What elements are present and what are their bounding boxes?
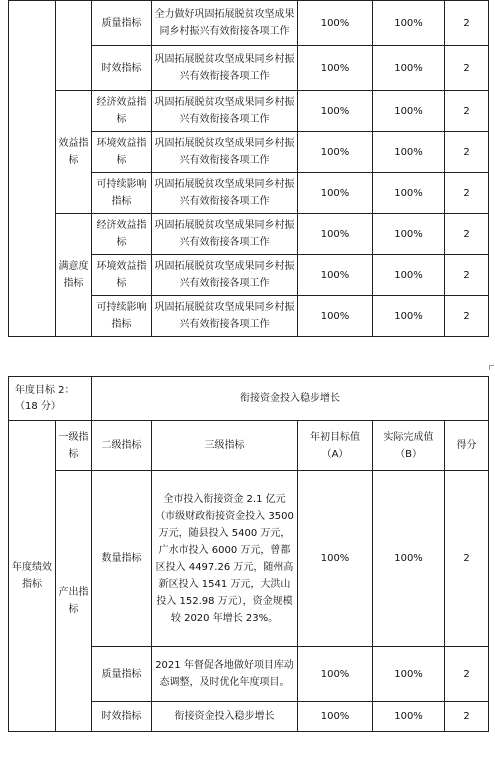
target-cell: 100% — [298, 647, 373, 702]
l3-cell: 巩固拓展脱贫攻坚成果同乡村振兴有效衔接各项工作 — [152, 91, 298, 132]
l3-cell: 衔接资金投入稳步增长 — [152, 702, 298, 732]
target-cell: 100% — [298, 214, 373, 255]
target-cell: 100% — [298, 255, 373, 296]
goal2-label: 年度目标 2：（18 分） — [9, 377, 92, 421]
performance-table — [8, 0, 489, 337]
l3-cell: 巩固拓展脱贫攻坚成果同乡村振兴有效衔接各项工作 — [152, 46, 298, 91]
side-blank-cell — [9, 1, 56, 337]
table-row — [9, 471, 489, 647]
l2-cell: 可持续影响指标 — [92, 173, 152, 214]
header-row — [9, 421, 489, 471]
l3-cell: 2021 年督促各地做好项目库动态调整，及时优化年度项目。 — [152, 647, 298, 702]
actual-cell: 100% — [373, 1, 445, 46]
score-cell: 2 — [445, 647, 489, 702]
page-corner-mark — [489, 365, 494, 370]
output-label-cell: 产出指标 — [56, 471, 92, 732]
satisfaction-label-cell: 满意度指标 — [56, 214, 92, 337]
actual-cell: 100% — [373, 647, 445, 702]
header-l3: 三级指标 — [152, 421, 298, 471]
l2-cell: 时效指标 — [92, 702, 152, 732]
target-cell: 100% — [298, 296, 373, 337]
table-row — [9, 91, 489, 132]
actual-cell: 100% — [373, 173, 445, 214]
score-cell: 2 — [445, 132, 489, 173]
l3-cell: 巩固拓展脱贫攻坚成果同乡村振兴有效衔接各项工作 — [152, 255, 298, 296]
l2-cell: 经济效益指标 — [92, 91, 152, 132]
actual-cell: 100% — [373, 132, 445, 173]
l3-cell: 巩固拓展脱贫攻坚成果同乡村振兴有效衔接各项工作 — [152, 132, 298, 173]
header-l1: 一级指标 — [56, 421, 92, 471]
score-cell: 2 — [445, 91, 489, 132]
l3-cell: 全市投入衔接资金 2.1 亿元（市级财政衔接资金投入 3500 万元，随县投入 5400 万元，广水市投入 6000 万元，曾都区投入 4497.26 万元，随州高新区投入 1541 万元，大洪山投入 152.98 万元），资金规模较 2020 年增长 23%。 — [152, 471, 298, 647]
actual-cell: 100% — [373, 296, 445, 337]
target-cell: 100% — [298, 702, 373, 732]
l1-blank-cell — [56, 1, 92, 91]
actual-cell: 100% — [373, 46, 445, 91]
l3-cell: 全力做好巩固拓展脱贫攻坚成果同乡村振兴有效衔接各项工作 — [152, 1, 298, 46]
score-cell: 2 — [445, 702, 489, 732]
score-cell: 2 — [445, 1, 489, 46]
target-cell: 100% — [298, 46, 373, 91]
header-score: 得分 — [445, 421, 489, 471]
l2-cell: 环境效益指标 — [92, 132, 152, 173]
l2-cell: 时效指标 — [92, 46, 152, 91]
benefit-label-cell: 效益指标 — [56, 91, 92, 214]
actual-cell: 100% — [373, 471, 445, 647]
l2-cell: 环境效益指标 — [92, 255, 152, 296]
l2-cell: 质量指标 — [92, 1, 152, 46]
table-row — [9, 214, 489, 255]
score-cell: 2 — [445, 296, 489, 337]
goal2-row — [9, 377, 489, 421]
table-row — [9, 1, 489, 46]
score-cell: 2 — [445, 471, 489, 647]
l3-cell: 巩固拓展脱贫攻坚成果同乡村振兴有效衔接各项工作 — [152, 296, 298, 337]
l3-cell: 巩固拓展脱贫攻坚成果同乡村振兴有效衔接各项工作 — [152, 173, 298, 214]
target-cell: 100% — [298, 1, 373, 46]
target-cell: 100% — [298, 132, 373, 173]
actual-cell: 100% — [373, 702, 445, 732]
header-actual: 实际完成值（B） — [373, 421, 445, 471]
score-cell: 2 — [445, 173, 489, 214]
l3-cell: 巩固拓展脱贫攻坚成果同乡村振兴有效衔接各项工作 — [152, 214, 298, 255]
actual-cell: 100% — [373, 255, 445, 296]
score-cell: 2 — [445, 255, 489, 296]
l2-cell: 可持续影响指标 — [92, 296, 152, 337]
target-cell: 100% — [298, 173, 373, 214]
score-cell: 2 — [445, 46, 489, 91]
header-l2: 二级指标 — [92, 421, 152, 471]
actual-cell: 100% — [373, 91, 445, 132]
actual-cell: 100% — [373, 214, 445, 255]
l2-cell: 数量指标 — [92, 471, 152, 647]
target-cell: 100% — [298, 471, 373, 647]
target-cell: 100% — [298, 91, 373, 132]
goal2-text: 衔接资金投入稳步增长 — [92, 377, 489, 421]
l2-cell: 质量指标 — [92, 647, 152, 702]
header-target: 年初目标值（A） — [298, 421, 373, 471]
score-cell: 2 — [445, 214, 489, 255]
l2-cell: 经济效益指标 — [92, 214, 152, 255]
side-label-cell: 年度绩效指标 — [9, 421, 56, 732]
goal2-table — [8, 376, 489, 732]
